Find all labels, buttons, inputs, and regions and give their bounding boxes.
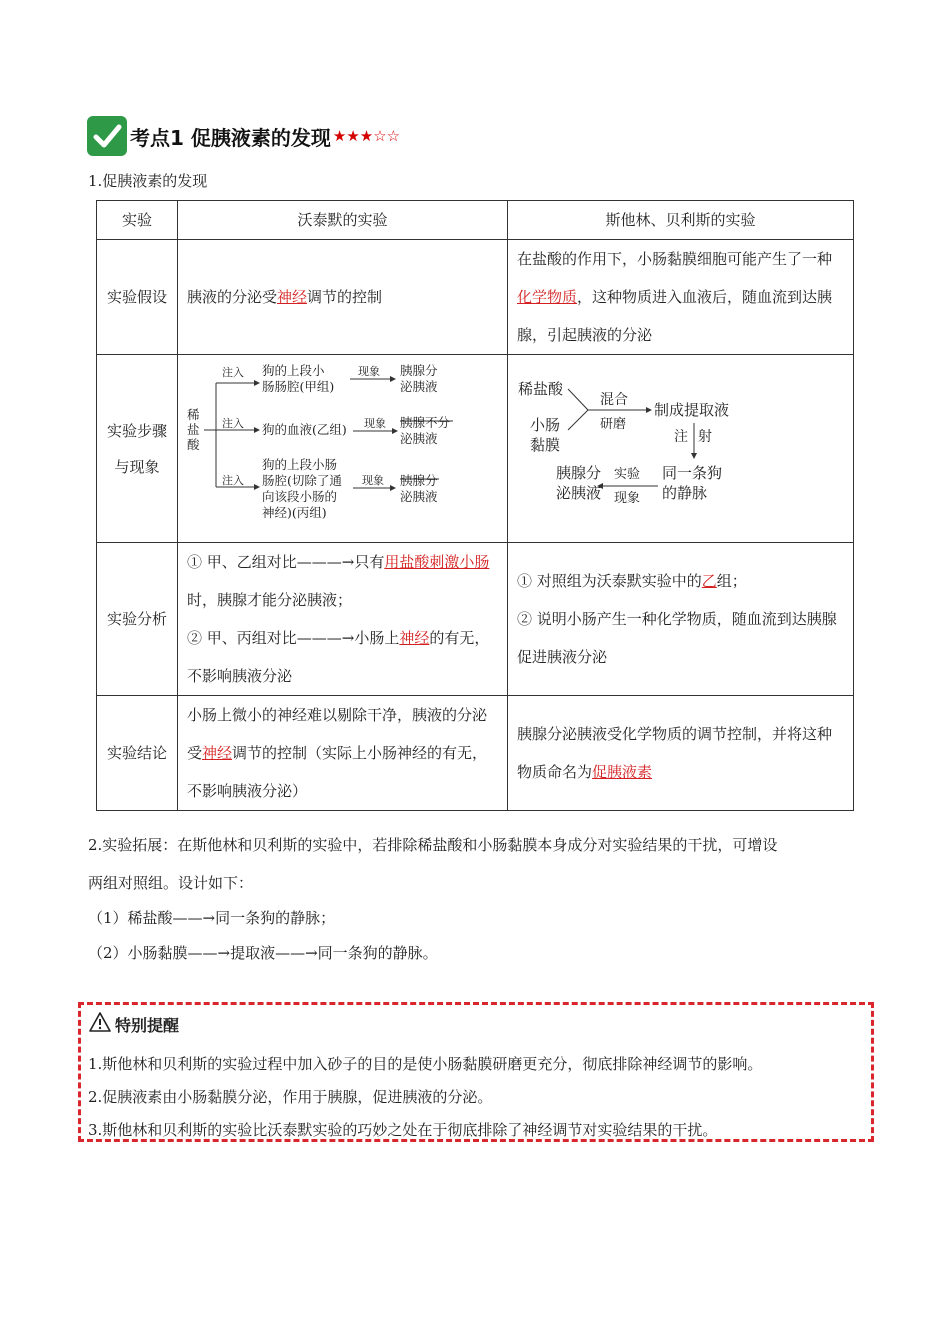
inject-label: 注入 (222, 366, 244, 379)
mucosa-label: 小肠 黏膜 (530, 416, 561, 454)
wotaimo-analysis: ① 甲、乙组对比———→只有用盐酸刺激小肠时，胰腺才能分泌胰液； ② 甲、丙组对比———→小肠上神经的有无，不影响胰液分泌 (178, 543, 508, 696)
checkmark-icon (87, 116, 127, 156)
group-a-target: 狗的上段小 肠肠腔(甲组) (262, 363, 335, 394)
acid-label: 稀盐酸 (518, 380, 564, 398)
row-label: 实验结论 (97, 696, 178, 811)
reminder-item: 1.斯他林和贝利斯的实验过程中加入砂子的目的是使小肠黏膜研磨更充分，彻底排除神经调节的影响。 (88, 1055, 763, 1073)
page-title: 考点1 促胰液素的发现 (130, 125, 331, 150)
table-row (97, 355, 854, 543)
table-row (97, 240, 854, 355)
warning-icon (88, 1011, 112, 1037)
starling-hypothesis: 在盐酸的作用下，小肠黏膜细胞可能产生了一种化学物质，这种物质进入血液后，随血流到达胰腺，引起胰液的分泌 (508, 240, 854, 355)
extension-item: （2）小肠黏膜——→提取液——→同一条狗的静脉。 (88, 944, 438, 962)
starling-analysis: ① 对照组为沃泰默实验中的乙组； ② 说明小肠产生一种化学物质，随血流到达胰腺促进胰液分泌 (508, 543, 854, 696)
star-rating: ★★★☆☆ (332, 127, 401, 145)
reminder-item: 2.促胰液素由小肠黏膜分泌，作用于胰腺，促进胰液的分泌。 (88, 1088, 493, 1106)
mix-label: 混合 (600, 392, 628, 408)
section-subtitle: 1.促胰液素的发现 (88, 172, 208, 190)
table-header-row (97, 201, 854, 240)
extension-paragraph: 2.实验拓展：在斯他林和贝利斯的实验中，若排除稀盐酸和小肠黏膜本身成分对实验结果的干扰，可增设 (88, 836, 778, 854)
group-b-target: 狗的血液(乙组) (262, 422, 347, 437)
experiment-label: 实验 (614, 467, 641, 482)
wotaimo-diagram (178, 355, 508, 543)
reminder-title: 特别提醒 (88, 1011, 179, 1037)
phenomenon-label: 现象 (362, 474, 384, 487)
starling-conclusion: 胰腺分泌胰液受化学物质的调节控制，并将这种物质命名为促胰液素 (508, 696, 854, 811)
section-heading (87, 116, 400, 156)
reminder-item: 3.斯他林和贝利斯的实验比沃泰默实验的巧妙之处在于彻底排除了神经调节对实验结果的干扰。 (88, 1121, 718, 1139)
group-b-result: 胰腺不分 泌胰液 (400, 415, 451, 446)
row-label: 实验假设 (97, 240, 178, 355)
experiment-table (96, 200, 854, 811)
table-row (97, 696, 854, 811)
inject-label: 注 (674, 429, 688, 445)
group-c-target: 狗的上段小肠 肠腔(切除了通 向该段小肠的 神经)(丙组) (262, 457, 342, 520)
pancreas-label: 胰腺分 泌胰液 (556, 464, 602, 502)
wotaimo-conclusion: 小肠上微小的神经难以剔除干净，胰液的分泌受神经调节的控制（实际上小肠神经的有无，不影响胰液分泌） (178, 696, 508, 811)
vein-label: 同一条狗 的静脉 (662, 464, 723, 502)
extension-paragraph: 两组对照组。设计如下： (88, 874, 254, 892)
acid-label: 稀 盐 酸 (187, 407, 200, 452)
phenomenon-label: 现象 (364, 417, 386, 430)
inject-label: 注入 (222, 474, 244, 487)
extension-item: （1）稀盐酸——→同一条狗的静脉； (88, 909, 336, 927)
inject-label: 注入 (222, 417, 244, 430)
table-row (97, 543, 854, 696)
header-cell: 沃泰默的实验 (178, 201, 508, 240)
group-a-result: 胰腺分 泌胰液 (400, 363, 438, 394)
row-label: 实验步骤 与现象 (97, 355, 178, 543)
row-label: 实验分析 (97, 543, 178, 696)
header-cell: 实验 (97, 201, 178, 240)
extract-label: 制成提取液 (654, 401, 730, 419)
grind-label: 研磨 (600, 417, 627, 432)
group-c-result: 胰腺分 泌胰液 (400, 473, 438, 504)
phenomenon-label: 现象 (614, 491, 641, 506)
header-cell: 斯他林、贝利斯的实验 (508, 201, 854, 240)
wotaimo-hypothesis: 胰液的分泌受神经调节的控制 (178, 240, 508, 355)
starling-diagram (508, 355, 854, 543)
inject-label: 射 (698, 429, 712, 445)
phenomenon-label: 现象 (358, 365, 380, 378)
